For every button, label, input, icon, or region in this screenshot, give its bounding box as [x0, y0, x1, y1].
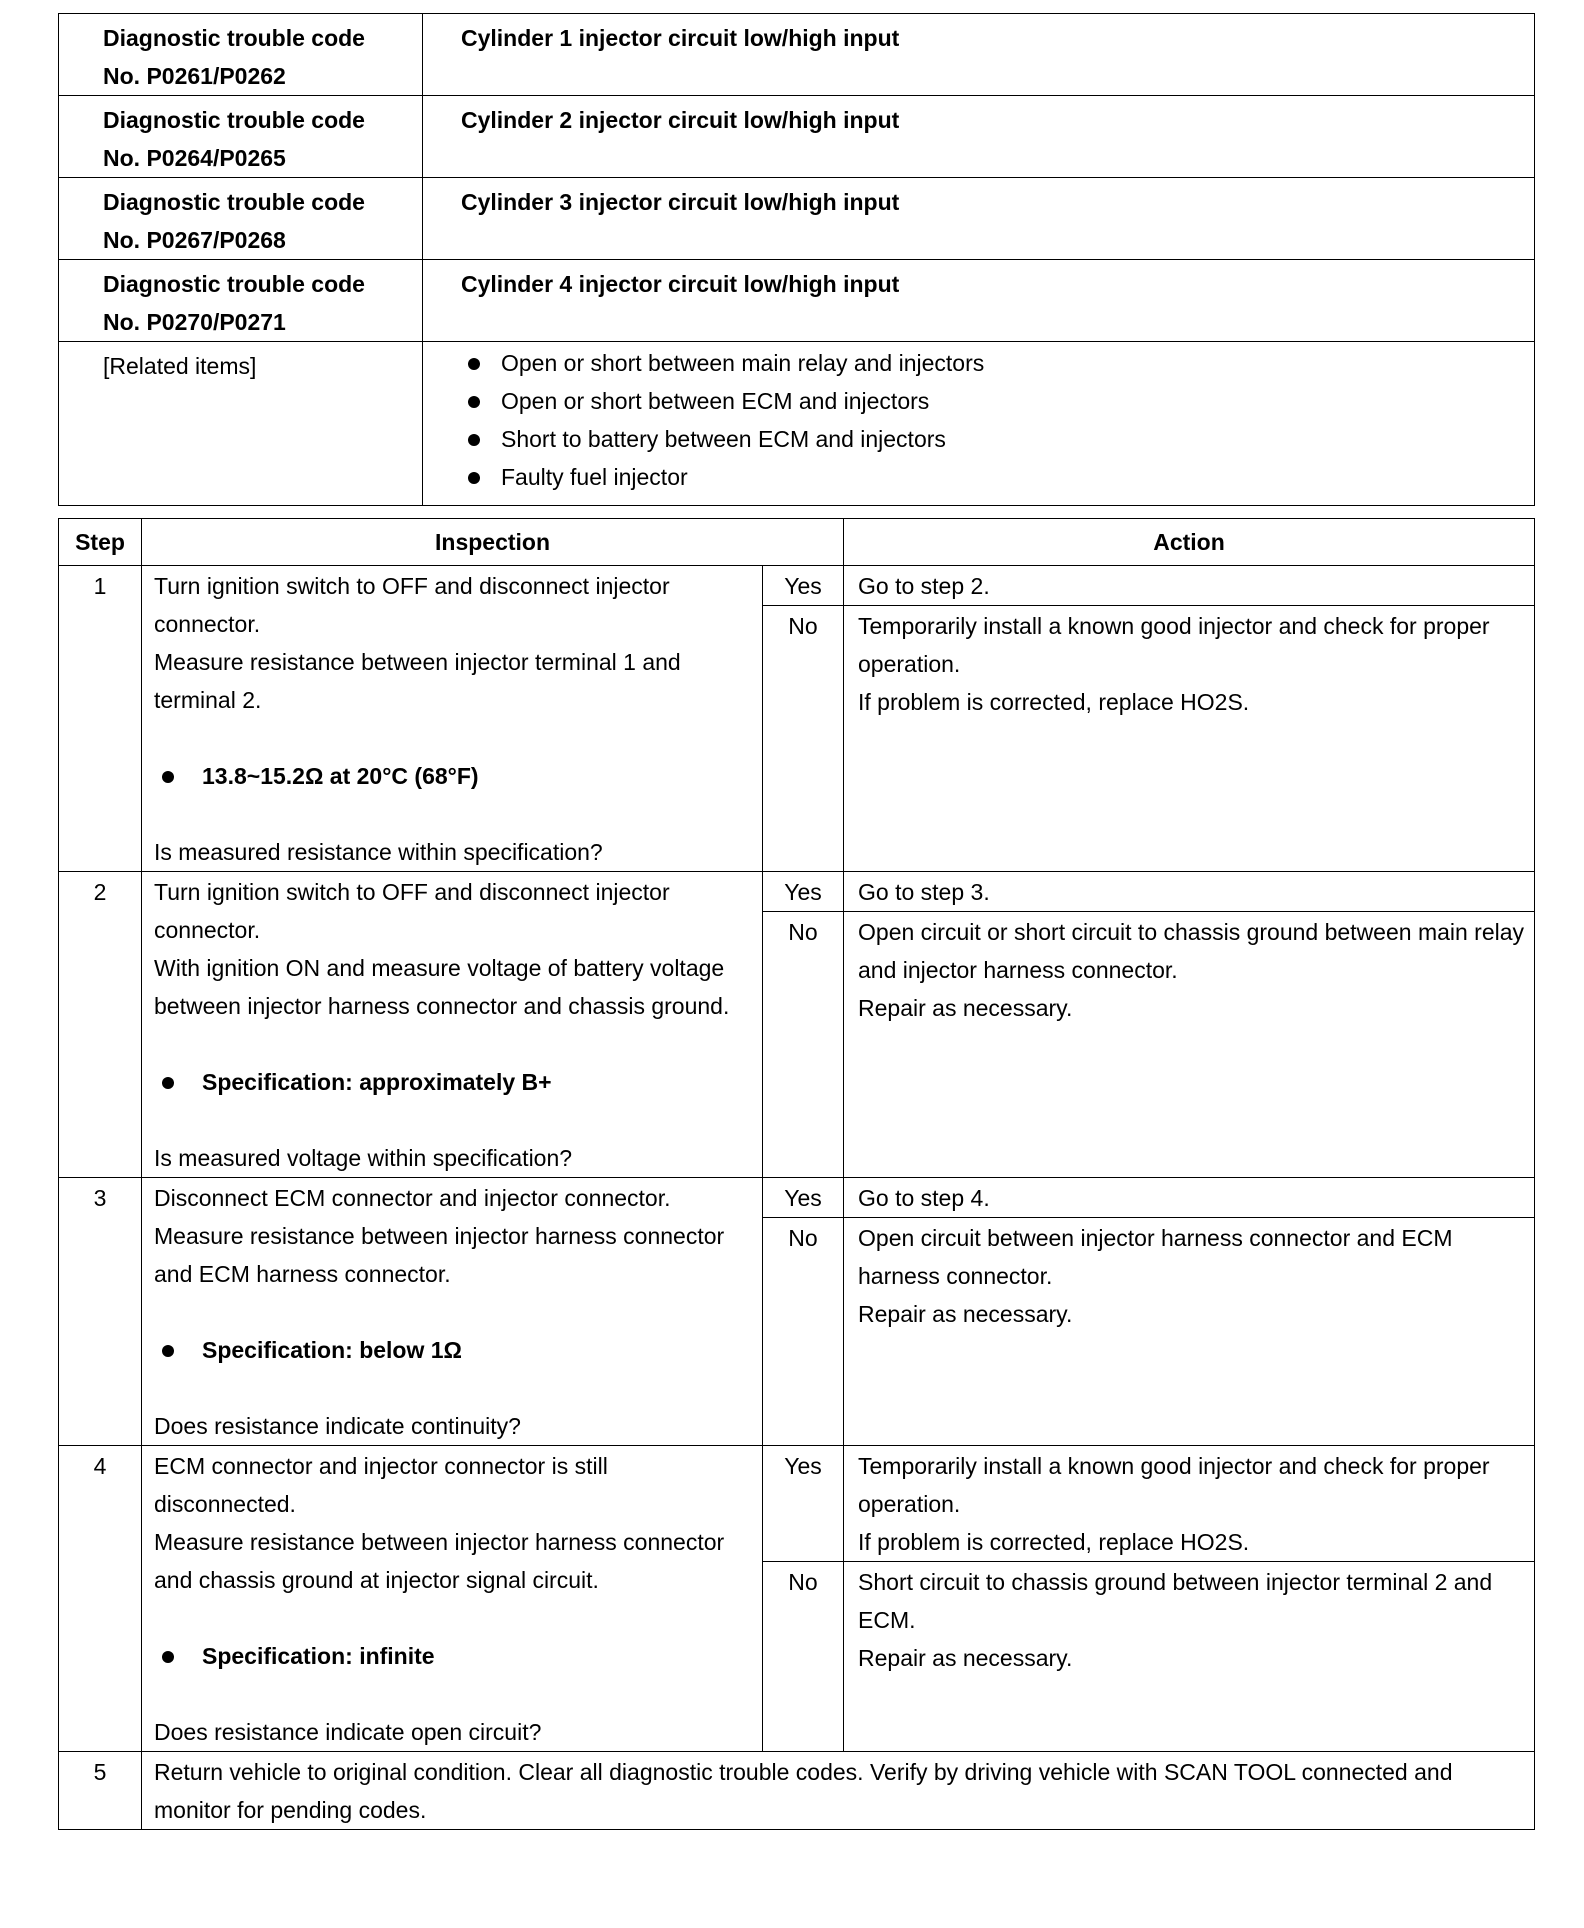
inspection-steps-table [58, 518, 1535, 1830]
dtc-code-number: No. P0267/P0268 [103, 227, 286, 253]
step-row [59, 566, 1535, 606]
bullet-icon [468, 472, 480, 484]
yes-label: Yes [763, 566, 844, 606]
specification: Specification: below 1Ω [154, 1331, 754, 1369]
step-inspection: Disconnect ECM connector and injector connector. Measure resistance between injector harness connector and ECM harness connector. Specification: below 1Ω Does resistance indicate continuity? [142, 1178, 763, 1446]
dtc-code-number: No. P0261/P0262 [103, 63, 286, 89]
dtc-row [59, 260, 1535, 342]
no-label: No [763, 1562, 844, 1752]
related-items-label: [Related items] [59, 342, 423, 506]
header-step: Step [59, 519, 142, 566]
no-action: Short circuit to chassis ground between injector terminal 2 and ECM. Repair as necessary. [844, 1562, 1535, 1752]
bullet-icon [162, 771, 174, 783]
yes-label: Yes [763, 1178, 844, 1218]
bullet-icon [468, 396, 480, 408]
dtc-code-cell [59, 14, 423, 96]
no-action: Temporarily install a known good injector and check for proper operation. If problem is corrected, replace HO2S. [844, 606, 1535, 872]
step-inspection: ECM connector and injector connector is still disconnected. Measure resistance between injector harness connector and chassis ground at injector signal circuit. Specification: infinite Does resistance indicate open circuit? [142, 1446, 763, 1752]
step-row [59, 1178, 1535, 1218]
related-item: Faulty fuel injector [461, 458, 1534, 496]
bullet-icon [162, 1077, 174, 1089]
dtc-description: Cylinder 3 injector circuit low/high input [423, 178, 1535, 260]
dtc-row [59, 96, 1535, 178]
yes-action: Go to step 2. [844, 566, 1535, 606]
step-question: Does resistance indicate open circuit? [154, 1719, 542, 1745]
bullet-icon [162, 1651, 174, 1663]
dtc-code-cell [59, 178, 423, 260]
yes-action: Go to step 3. [844, 872, 1535, 912]
step-row-final [59, 1752, 1535, 1830]
dtc-description: Cylinder 1 injector circuit low/high input [423, 14, 1535, 96]
dtc-code-number: No. P0270/P0271 [103, 309, 286, 335]
dtc-row [59, 178, 1535, 260]
dtc-code-label: Diagnostic trouble code [103, 189, 365, 215]
specification: Specification: approximately B+ [154, 1063, 754, 1101]
step-inspection: Turn ignition switch to OFF and disconnect injector connector. Measure resistance between injector terminal 1 and terminal 2. 13.8~15.2Ω at 20°C (68°F) Is measured resistance within specification? [142, 566, 763, 872]
bullet-icon [468, 434, 480, 446]
step-row [59, 1446, 1535, 1562]
dtc-description: Cylinder 2 injector circuit low/high input [423, 96, 1535, 178]
no-label: No [763, 1218, 844, 1446]
bullet-icon [468, 358, 480, 370]
related-item: Open or short between main relay and injectors [461, 344, 1534, 382]
bullet-icon [162, 1345, 174, 1357]
step-question: Is measured voltage within specification? [154, 1145, 573, 1171]
yes-label: Yes [763, 1446, 844, 1562]
yes-action: Temporarily install a known good injector and check for proper operation. If problem is corrected, replace HO2S. [844, 1446, 1535, 1562]
step-number: 5 [59, 1752, 142, 1830]
related-item: Short to battery between ECM and injectors [461, 420, 1534, 458]
step-inspection: Turn ignition switch to OFF and disconnect injector connector. With ignition ON and measure voltage of battery voltage between injector harness connector and chassis ground. Specification: approximately B+ Is measured voltage within specification? [142, 872, 763, 1178]
dtc-code-cell [59, 260, 423, 342]
no-action: Open circuit between injector harness connector and ECM harness connector. Repair as necessary. [844, 1218, 1535, 1446]
specification: 13.8~15.2Ω at 20°C (68°F) [154, 757, 754, 795]
dtc-code-number: No. P0264/P0265 [103, 145, 286, 171]
final-step-text: Return vehicle to original condition. Clear all diagnostic trouble codes. Verify by driving vehicle with SCAN TOOL connected and monitor for pending codes. [142, 1752, 1535, 1830]
related-items-list [461, 344, 1534, 496]
specification: Specification: infinite [154, 1637, 754, 1675]
step-question: Is measured resistance within specification? [154, 839, 603, 865]
step-row [59, 872, 1535, 912]
no-label: No [763, 606, 844, 872]
dtc-row [59, 14, 1535, 96]
dtc-header-table [58, 13, 1535, 506]
dtc-code-label: Diagnostic trouble code [103, 107, 365, 133]
dtc-code-label: Diagnostic trouble code [103, 25, 365, 51]
step-number: 2 [59, 872, 142, 1178]
step-number: 3 [59, 1178, 142, 1446]
related-item: Open or short between ECM and injectors [461, 382, 1534, 420]
dtc-code-label: Diagnostic trouble code [103, 271, 365, 297]
table-header-row [59, 519, 1535, 566]
step-number: 4 [59, 1446, 142, 1752]
dtc-description: Cylinder 4 injector circuit low/high input [423, 260, 1535, 342]
step-number: 1 [59, 566, 142, 872]
no-action: Open circuit or short circuit to chassis ground between main relay and injector harness connector. Repair as necessary. [844, 912, 1535, 1178]
header-action: Action [844, 519, 1535, 566]
step-question: Does resistance indicate continuity? [154, 1413, 521, 1439]
yes-action: Go to step 4. [844, 1178, 1535, 1218]
header-inspection: Inspection [142, 519, 844, 566]
related-items-row [59, 342, 1535, 506]
related-items-cell [423, 342, 1535, 506]
no-label: No [763, 912, 844, 1178]
yes-label: Yes [763, 872, 844, 912]
dtc-code-cell [59, 96, 423, 178]
